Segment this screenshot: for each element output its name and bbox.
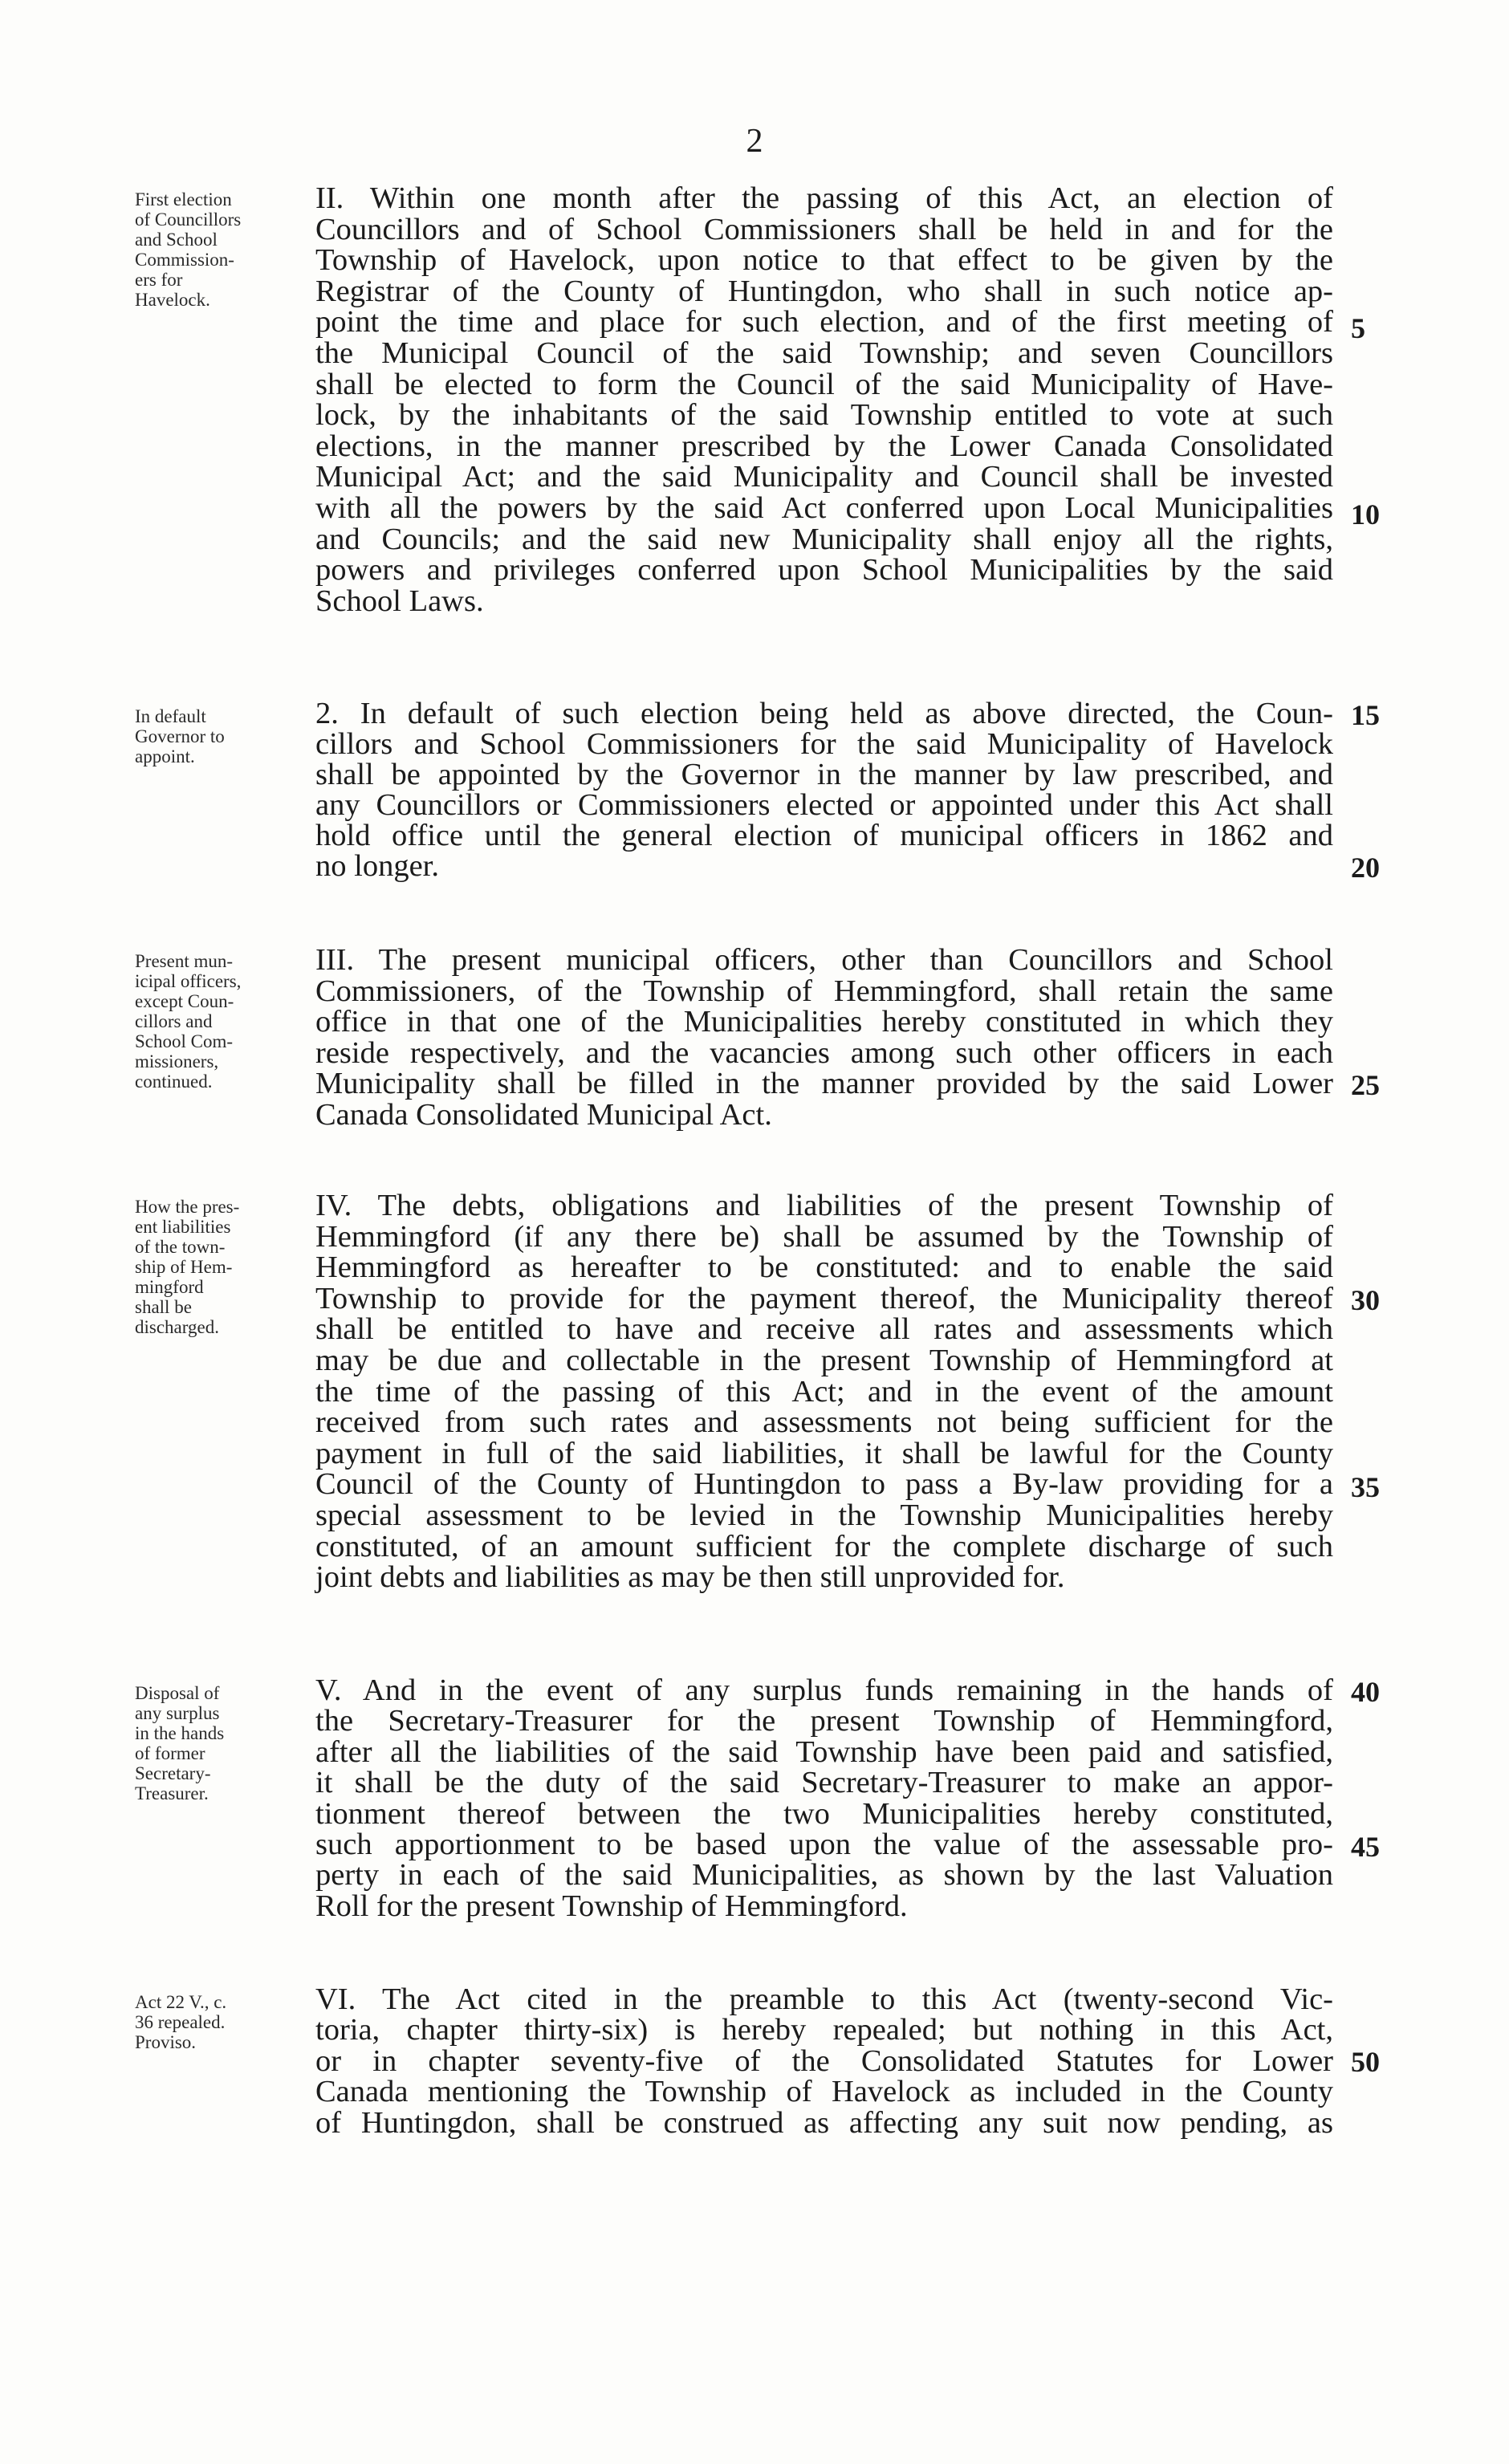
text-line: hold office until the general election of municipal officers in 1862 and bbox=[315, 819, 1333, 852]
text-line: Commissioners, of the Township of Hemmingford, shall retain the same bbox=[315, 974, 1333, 1008]
margin-note-line: icipal officers, bbox=[135, 971, 242, 991]
margin-note-line: Governor to bbox=[135, 726, 225, 746]
line-number: 20 bbox=[1351, 852, 1380, 884]
margin-note-line: of Councillors bbox=[135, 209, 242, 230]
text-line: no longer. bbox=[315, 849, 439, 883]
text-line: of Huntingdon, shall be construed as affecting any suit now pending, as bbox=[315, 2105, 1333, 2140]
text-line: with all the powers by the said Act conferred upon Local Municipalities bbox=[315, 490, 1333, 525]
line-number: 30 bbox=[1351, 1284, 1380, 1316]
text-line: shall be appointed by the Governor in the manner by law prescribed, and bbox=[315, 758, 1333, 791]
text-line: constituted, of an amount sufficient for the complete discharge of such bbox=[315, 1529, 1333, 1563]
line-number: 25 bbox=[1351, 1069, 1380, 1101]
text-line: office in that one of the Municipalities hereby constituted in which they bbox=[315, 1005, 1333, 1039]
margin-note-line: ers for bbox=[135, 270, 183, 290]
margin-note-line: Havelock. bbox=[135, 290, 210, 310]
margin-note-line: ent liabilities bbox=[135, 1217, 231, 1237]
margin-note-line: 36 repealed. bbox=[135, 2012, 226, 2032]
margin-note-line: continued. bbox=[135, 1071, 213, 1092]
section-text bbox=[315, 1190, 1333, 1593]
text-line: perty in each of the said Municipalities, as shown by the last Valuation bbox=[315, 1858, 1333, 1893]
text-line: the Municipal Council of the said Township; and seven Councillors bbox=[315, 335, 1333, 370]
text-line: Municipality shall be filled in the manner provided by the said Lower bbox=[315, 1067, 1333, 1100]
margin-note-line: Treasurer. bbox=[135, 1783, 209, 1803]
margin-note-line: appoint. bbox=[135, 746, 195, 766]
text-line: and Councils; and the said new Municipality shall enjoy all the rights, bbox=[315, 522, 1333, 556]
margin-note-line: Proviso. bbox=[135, 2032, 197, 2052]
margin-note-line: Present mun- bbox=[135, 951, 234, 971]
text-line: cillors and School Commissioners for the said Municipality of Havelock bbox=[315, 727, 1333, 761]
margin-note-line: Disposal of bbox=[135, 1683, 220, 1703]
section-text bbox=[315, 1984, 1333, 2138]
page-number: 2 bbox=[746, 123, 763, 160]
margin-note-line: Secretary- bbox=[135, 1763, 211, 1783]
text-line: IV. The debts, obligations and liabilities of the present Township of bbox=[315, 1189, 1333, 1222]
section-text bbox=[315, 945, 1333, 1130]
margin-note-line: cillors and bbox=[135, 1011, 213, 1031]
text-line: shall be entitled to have and receive all rates and assessments which bbox=[315, 1312, 1333, 1347]
margin-note-line: of the town- bbox=[135, 1237, 226, 1257]
line-number: 50 bbox=[1351, 2046, 1380, 2078]
margin-note bbox=[135, 1683, 303, 1803]
line-number: 40 bbox=[1351, 1676, 1380, 1708]
margin-note bbox=[135, 1197, 303, 1337]
margin-note-line: any surplus bbox=[135, 1703, 220, 1723]
margin-note-line: discharged. bbox=[135, 1317, 219, 1337]
margin-note-line: and School bbox=[135, 230, 218, 250]
text-line: point the time and place for such election, and of the first meeting of bbox=[315, 305, 1333, 340]
margin-note-line: How the pres- bbox=[135, 1197, 240, 1217]
line-number: 5 bbox=[1351, 312, 1365, 344]
text-line: the Secretary-Treasurer for the present Township of Hemmingford, bbox=[315, 1704, 1333, 1738]
text-line: Canada Consolidated Municipal Act. bbox=[315, 1097, 772, 1132]
text-line: powers and privileges conferred upon School Municipalities by the said bbox=[315, 553, 1333, 588]
line-number: 35 bbox=[1351, 1471, 1380, 1503]
text-line: joint debts and liabilities as may be then still unprovided for. bbox=[315, 1560, 1065, 1595]
line-number: 15 bbox=[1351, 699, 1380, 731]
margin-note-line: in the hands bbox=[135, 1723, 225, 1743]
margin-note-line: In default bbox=[135, 706, 206, 726]
line-number: 10 bbox=[1351, 498, 1380, 531]
margin-note-line: First election bbox=[135, 189, 232, 209]
section-text bbox=[315, 183, 1333, 616]
text-line: Hemmingford as hereafter to be constituted: and to enable the said bbox=[315, 1250, 1333, 1285]
text-line: lock, by the inhabitants of the said Township entitled to vote at such bbox=[315, 398, 1333, 433]
text-line: such apportionment to be based upon the value of the assessable pro- bbox=[315, 1828, 1333, 1862]
section-text bbox=[315, 1675, 1333, 1921]
margin-note-line: except Coun- bbox=[135, 991, 234, 1011]
text-line: any Councillors or Commissioners elected or appointed under this Act shall bbox=[315, 788, 1333, 822]
text-line: Township of Havelock, upon notice to that effect to be given by the bbox=[315, 243, 1333, 278]
text-line: received from such rates and assessments not being sufficient for the bbox=[315, 1405, 1333, 1440]
margin-note-line: ship of Hem- bbox=[135, 1257, 233, 1277]
margin-note-line: School Com- bbox=[135, 1031, 234, 1051]
text-line: III. The present municipal officers, other than Councillors and School bbox=[315, 943, 1333, 977]
text-line: V. And in the event of any surplus funds remaining in the hands of bbox=[315, 1673, 1333, 1707]
text-line: VI. The Act cited in the preamble to this Act (twenty-second Vic- bbox=[315, 1982, 1333, 2016]
text-line: or in chapter seventy-five of the Consolidated Statutes for Lower bbox=[315, 2043, 1333, 2078]
text-line: II. Within one month after the passing of this Act, an election of bbox=[315, 181, 1333, 215]
text-line: toria, chapter thirty-six) is hereby repealed; but nothing in this Act, bbox=[315, 2013, 1333, 2047]
text-line: it shall be the duty of the said Secretary-Treasurer to make an appor- bbox=[315, 1766, 1333, 1800]
text-line: after all the liabilities of the said Township have been paid and satisfied, bbox=[315, 1734, 1333, 1769]
text-line: shall be elected to form the Council of the said Municipality of Have- bbox=[315, 367, 1333, 401]
text-line: payment in full of the said liabilities, it shall be lawful for the County bbox=[315, 1436, 1333, 1470]
section-text bbox=[315, 698, 1333, 881]
text-line: Municipal Act; and the said Municipality and Council shall be invested bbox=[315, 460, 1333, 494]
text-line: special assessment to be levied in the Township Municipalities hereby bbox=[315, 1498, 1333, 1532]
margin-note-line: mingford bbox=[135, 1277, 204, 1297]
text-line: Canada mentioning the Township of Havelock as included in the County bbox=[315, 2075, 1333, 2109]
margin-note-line: of former bbox=[135, 1743, 205, 1763]
text-line: Councillors and of School Commissioners shall be held in and for the bbox=[315, 212, 1333, 246]
text-line: the time of the passing of this Act; and in the event of the amount bbox=[315, 1374, 1333, 1409]
text-line: reside respectively, and the vacancies among such other officers in each bbox=[315, 1035, 1333, 1070]
margin-note-line: Commission- bbox=[135, 250, 234, 270]
text-line: elections, in the manner prescribed by the Lower Canada Consolidated bbox=[315, 429, 1333, 463]
text-line: Roll for the present Township of Hemmingford. bbox=[315, 1889, 908, 1923]
margin-note-line: Act 22 V., c. bbox=[135, 1992, 227, 2012]
text-line: Council of the County of Huntingdon to pass a By-law providing for a bbox=[315, 1467, 1333, 1502]
margin-note bbox=[135, 189, 303, 310]
line-number: 45 bbox=[1351, 1831, 1380, 1863]
text-line: Registrar of the County of Huntingdon, who shall in such notice ap- bbox=[315, 274, 1333, 308]
text-line: tionment thereof between the two Municipalities hereby constituted, bbox=[315, 1796, 1333, 1831]
margin-note bbox=[135, 706, 303, 766]
text-line: Township to provide for the payment thereof, the Municipality thereof bbox=[315, 1281, 1333, 1315]
text-line: School Laws. bbox=[315, 583, 484, 618]
margin-note bbox=[135, 1992, 303, 2052]
text-line: 2. In default of such election being held as above directed, the Coun- bbox=[315, 697, 1333, 730]
text-line: Hemmingford (if any there be) shall be assumed by the Township of bbox=[315, 1219, 1333, 1254]
margin-note bbox=[135, 951, 303, 1092]
margin-note-line: missioners, bbox=[135, 1051, 219, 1071]
margin-note-line: shall be bbox=[135, 1297, 192, 1317]
text-line: may be due and collectable in the present Township of Hemmingford at bbox=[315, 1343, 1333, 1377]
